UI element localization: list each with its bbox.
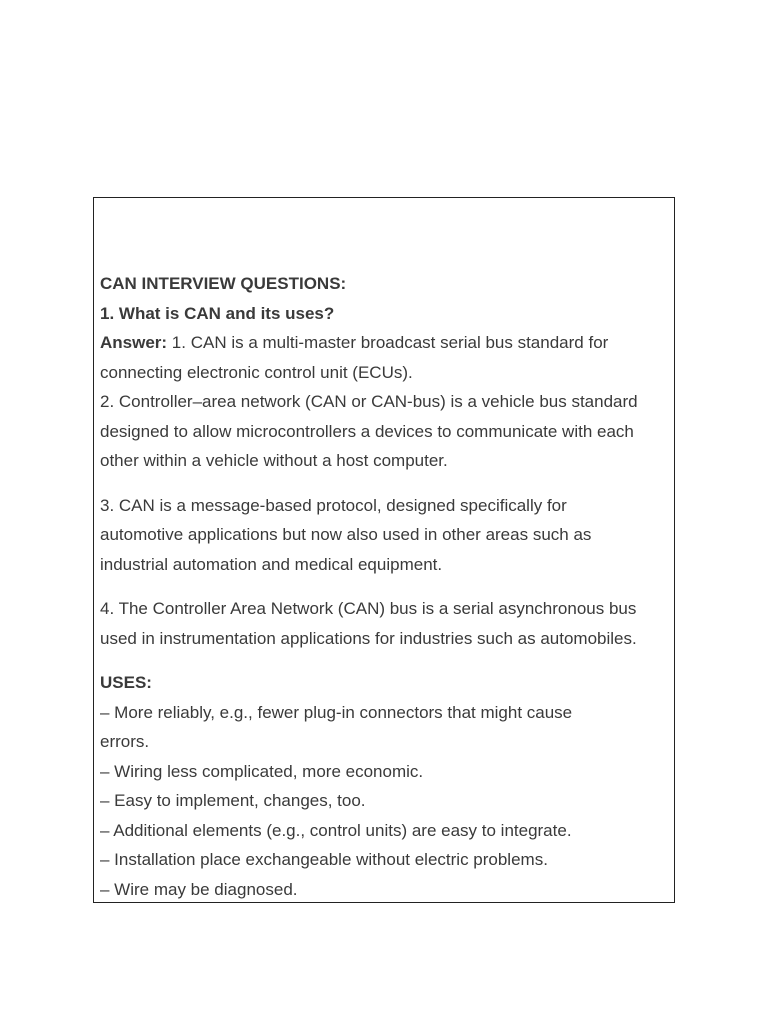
uses-line-6: – Installation place exchangeable without electric problems. <box>100 850 548 869</box>
uses-line-5: – Additional elements (e.g., control units) are easy to integrate. <box>100 820 572 840</box>
question-title: 1. What is CAN and its uses? <box>100 303 335 323</box>
answer-line-3: 2. Controller–area network (CAN or CAN-bus) is a vehicle bus standard <box>100 392 638 411</box>
point3-line-2: automotive applications but now also used in other areas such as <box>100 525 592 544</box>
uses-line-4: – Easy to implement, changes, too. <box>100 791 366 810</box>
point3-line-3: industrial automation and medical equipment. <box>100 554 443 574</box>
answer-text-1: 1. CAN is a multi-master broadcast serial bus standard for <box>167 333 609 352</box>
answer-label: Answer: <box>100 333 168 352</box>
answer-line-4: designed to allow microcontrollers a devices to communicate with each <box>100 421 634 441</box>
uses-line-2: errors. <box>100 732 150 751</box>
uses-line-1: – More reliably, e.g., fewer plug-in connectors that might cause <box>100 702 573 722</box>
answer-line-2: connecting electronic control unit (ECUs). <box>100 362 413 382</box>
document-body <box>100 269 666 903</box>
uses-heading: USES: <box>100 673 152 692</box>
point4-line-1: 4. The Controller Area Network (CAN) bus is a serial asynchronous bus <box>100 599 637 618</box>
document-frame <box>93 197 675 903</box>
uses-line-3: – Wiring less complicated, more economic. <box>100 761 424 781</box>
uses-line-7: – Wire may be diagnosed. <box>100 879 298 899</box>
answer-line-1 <box>100 328 666 358</box>
point4-line-2: used in instrumentation applications for industries such as automobiles. <box>100 628 637 648</box>
document-heading: CAN INTERVIEW QUESTIONS: <box>100 274 347 293</box>
answer-line-5: other within a vehicle without a host computer. <box>100 451 448 470</box>
point3-line-1: 3. CAN is a message-based protocol, designed specifically for <box>100 495 567 515</box>
